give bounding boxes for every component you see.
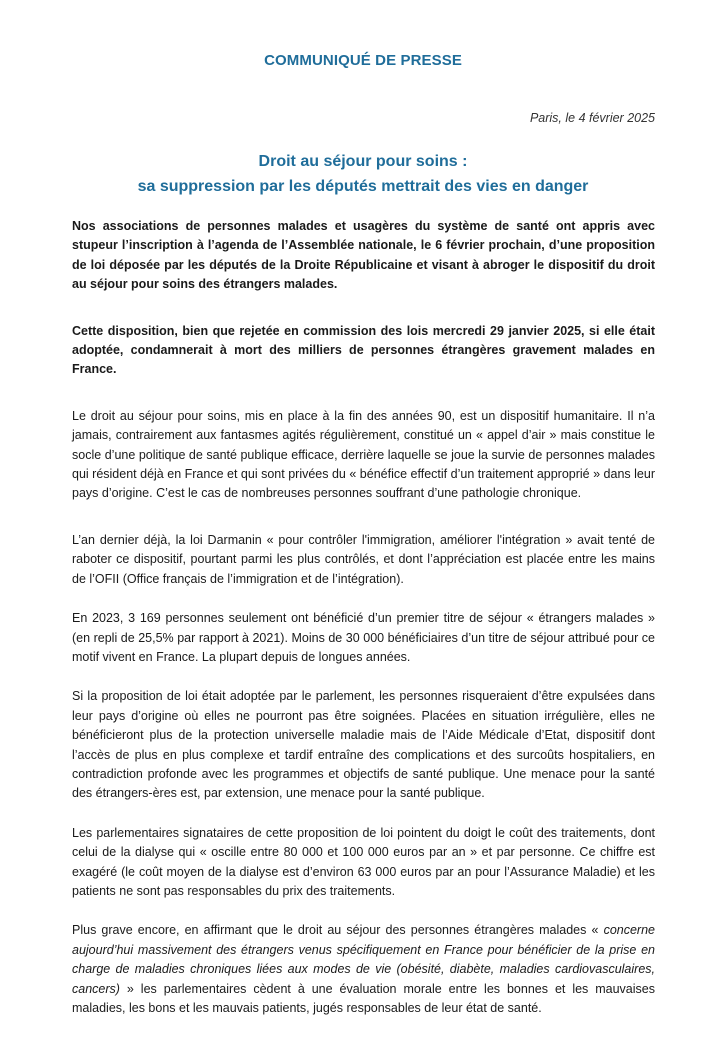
- body-paragraph-6: Si la proposition de loi était adoptée par le parlement, les personnes risqueraient d’être expulsées dans leur pays d’origine où elles ne pourront pas être soignées. Placées en situation irrégulière, elles ne bénéficieront plus de la protection universelle maladie mais de l’Aide Médicale d’Etat, dispositif dont l’accès de plus en plus complexe et tardif entraîne des complications et des surcoûts hospitaliers, en contradiction profonde avec les programmes et objectifs de santé publique. Une menace pour la santé des étrangers-ères est, par extension, une menace pour la santé publique.: [72, 689, 655, 801]
- document-title: COMMUNIQUÉ DE PRESSE: [264, 52, 462, 69]
- body-paragraph-7: Les parlementaires signataires de cette proposition de loi pointent du doigt le coût des traitements, dont celui de la dialyse qui « oscille entre 80 000 et 100 000 euros par an » et par personne. Ce chiffre est exagéré (le coût moyen de la dialyse est d’environ 63 000 euros par an pour l’Assurance Maladie) et les patients ne sont pas responsables du prix des traitements.: [72, 825, 655, 898]
- p8-quote: concerne aujourd’hui massivement des étrangers venus spécifiquement en France pour bénéficier de la prise en charge de maladies chroniques liées aux modes de vie (obésité, diabète, maladies cardiovasculaires, cancers): [72, 923, 655, 996]
- headline-line-1: Droit au séjour pour soins :: [258, 153, 468, 170]
- body-paragraph-8: [72, 921, 655, 1018]
- intro-paragraph-1: Nos associations de personnes malades et usagères du système de santé ont appris avec stupeur l’inscription à l’agenda de l’Assemblée nationale, le 6 février prochain, d’une proposition de loi déposée par les députés de la Droite Républicaine et visant à abroger le dispositif du droit au séjour pour soins des étrangers malades.: [72, 219, 655, 292]
- p8-end: » les parlementaires cèdent à une évaluation morale entre les bonnes et les mauvaises maladies, les bons et les mauvais patients, jugés responsables de leur état de santé.: [72, 981, 655, 1015]
- body-paragraph-5: En 2023, 3 169 personnes seulement ont bénéficié d’un premier titre de séjour « étrangers malades » (en repli de 25,5% par rapport à 2021). Moins de 30 000 bénéficiaires d’un titre de séjour attribué pour ce motif vivent en France. La plupart depuis de longues années.: [72, 611, 655, 664]
- body-paragraph-4: L’an dernier déjà, la loi Darmanin « pour contrôler l'immigration, améliorer l'intégration » avait tenté de raboter ce dispositif, pourtant parmi les plus contrôlés, et dont l’appréciation est placée entre les mains de l’OFII (Office français de l’immigration et de l’intégration).: [72, 532, 655, 586]
- article-body: [72, 217, 655, 1038]
- intro-paragraph-2: Cette disposition, bien que rejetée en commission des lois mercredi 29 janvier 2025, si elle était adoptée, condamnerait à mort des milliers de personnes étrangères gravement malades en France.: [72, 323, 655, 377]
- headline: [0, 149, 726, 199]
- body-paragraph-3: Le droit au séjour pour soins, mis en place à la fin des années 90, est un dispositif humanitaire. Il n’a jamais, contrairement aux fantasmes agités régulièrement, constitué un « appel d’air » mais constitue le socle d’une politique de santé publique efficace, derrière laquelle se joue la survie de personnes malades qui résident déjà en France et qui sont privées du « bénéfice effectif d’un traitement approprié » dans leur pays d’origine. C’est le cas de nombreuses personnes souffrant d’une pathologie chronique.: [72, 408, 655, 501]
- headline-line-2: sa suppression par les députés mettrait des vies en danger: [137, 178, 589, 195]
- p8-start: Plus grave encore, en affirmant que le droit au séjour des personnes étrangères malades «: [72, 923, 604, 938]
- dateline: Paris, le 4 février 2025: [529, 111, 655, 125]
